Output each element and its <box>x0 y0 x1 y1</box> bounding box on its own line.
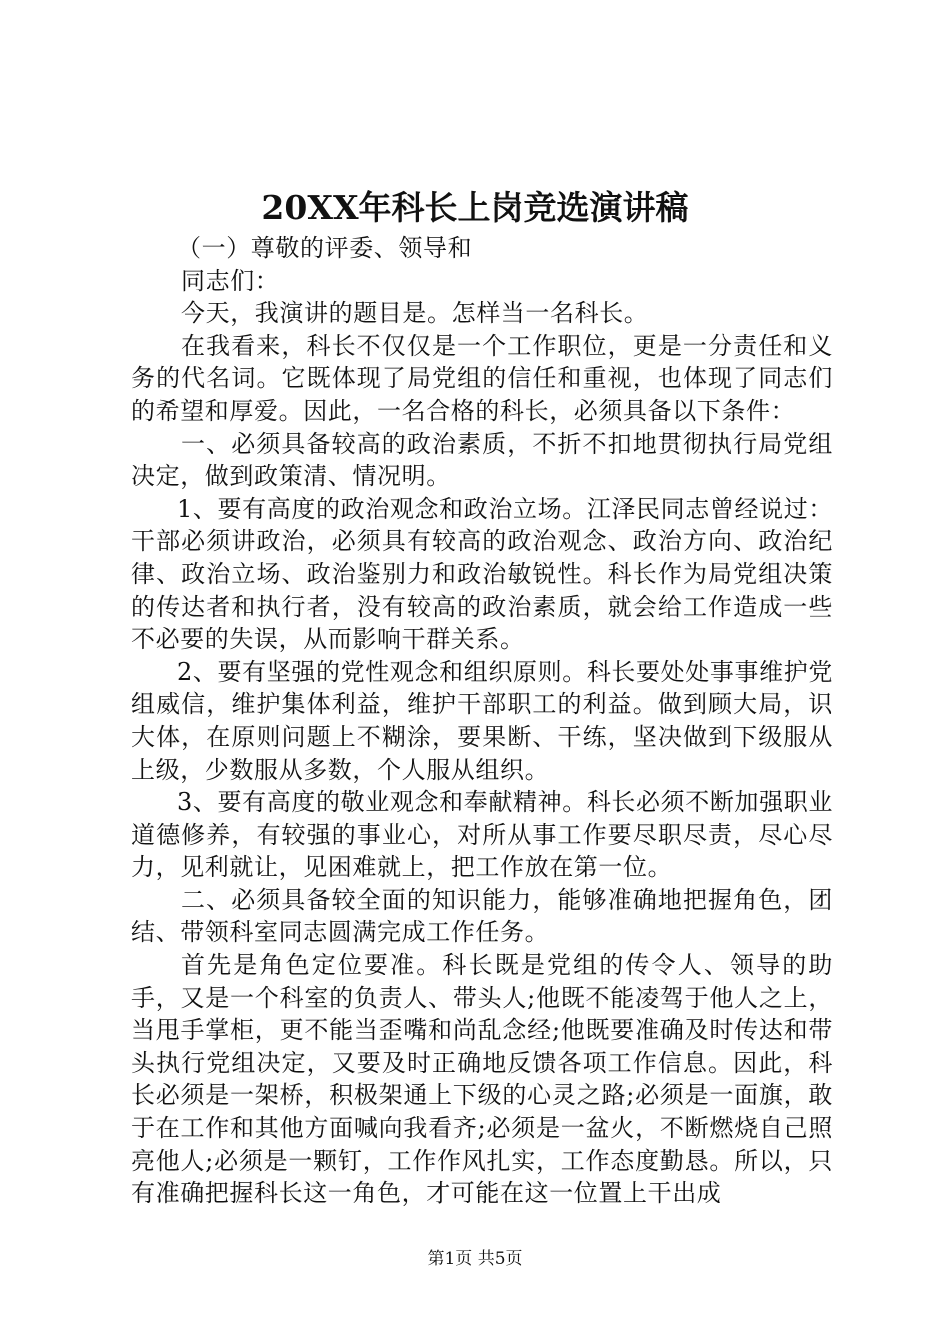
page-number-footer: 第1页 共5页 <box>427 1249 523 1269</box>
paragraph-salutation-2: 同志们： <box>181 266 280 295</box>
paragraph-salutation-1: （一）尊敬的评委、领导和 <box>177 234 473 262</box>
paragraph-point-2: 2、要有坚强的党性观念和组织原则。科长要处处事事维护党组威信，维护集体利益，维护干部职工的利益。做到顾大局，识大体，在原则问题上不糊涂，要果断、干练，坚决做到下级服从上级，少数服从多数，个人服从组织。 <box>131 657 833 784</box>
paragraph-point-1: 1、要有高度的政治观念和政治立场。江泽民同志曾经说过：干部必须讲政治，必须具有较高的政治观念、政治方向、政治纪律、政治立场、政治鉴别力和政治敏锐性。科长作为局党组决策的传达者和执行者，没有较高的政治素质，就会给工作造成一些不必要的失误，从而影响干群关系。 <box>131 494 833 654</box>
paragraph-intro: 在我看来，科长不仅仅是一个工作职位，更是一分责任和义务的代名词。它既体现了局党组的信任和重视，也体现了同志们的希望和厚爱。因此，一名合格的科长，必须具备以下条件： <box>131 331 833 425</box>
document-body <box>131 232 833 1210</box>
paragraph-role-positioning: 首先是角色定位要准。科长既是党组的传令人、领导的助手，又是一个科室的负责人、带头人;他既不能凌驾于他人之上，当甩手掌柜，更不能当歪嘴和尚乱念经;他既要准确及时传达和带头执行党组决定，又要及时正确地反馈各项工作信息。因此，科长必须是一架桥，积极架通上下级的心灵之路;必须是一面旗，敢于在工作和其他方面喊向我看齐;必须是一盆火，不断燃烧自己照亮他人;必须是一颗钉，工作作风扎实，工作态度勤恳。所以，只有准确把握科长这一角色，才可能在这一位置上干出成 <box>131 951 833 1208</box>
paragraph-topic: 今天，我演讲的题目是。怎样当一名科长。 <box>181 299 649 328</box>
paragraph-point-3: 3、要有高度的敬业观念和奉献精神。科长必须不断加强职业道德修养，有较强的事业心，对所从事工作要尽职尽责，尽心尽力，见利就让，见困难就上，把工作放在第一位。 <box>131 788 833 882</box>
paragraph-section-2-heading: 二、必须具备较全面的知识能力，能够准确地把握角色，团结、带领科室同志圆满完成工作任务。 <box>131 885 833 947</box>
document-title: 20XX年科长上岗竞选演讲稿 <box>261 188 689 227</box>
paragraph-section-1-heading: 一、必须具备较高的政治素质，不折不扣地贯彻执行局党组决定，做到政策清、情况明。 <box>131 429 833 491</box>
